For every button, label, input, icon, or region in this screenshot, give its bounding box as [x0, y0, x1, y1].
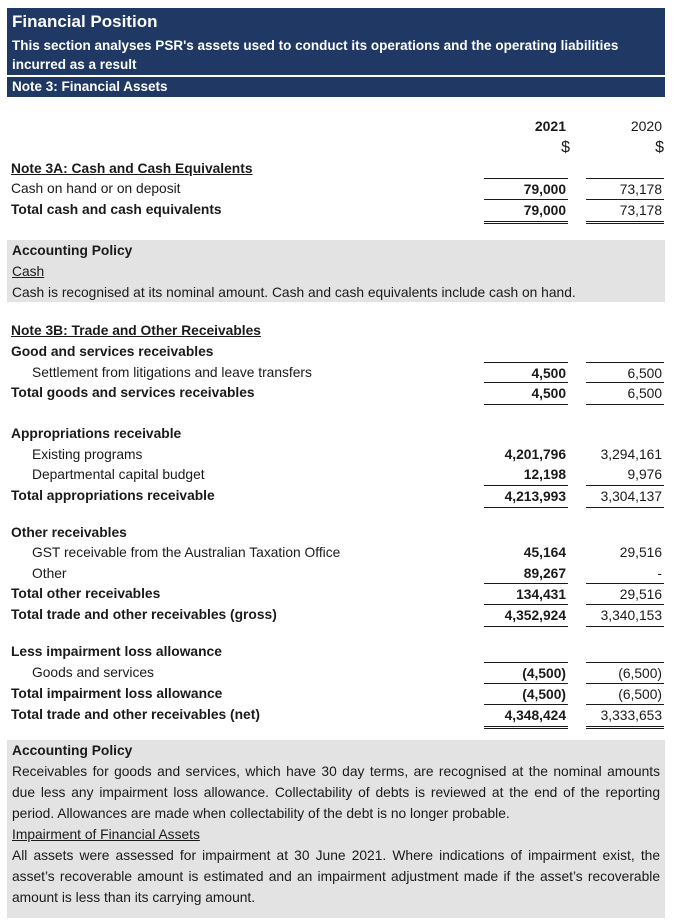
- row-label: Total appropriations receivable: [11, 488, 215, 503]
- note-3b-heading: Note 3B: Trade and Other Receivables: [11, 323, 261, 338]
- value-2021: 45,164: [523, 545, 566, 560]
- appropriations-heading: Appropriations receivable: [11, 426, 182, 441]
- table-row: [0, 542, 680, 563]
- value-2021: (4,500): [484, 662, 568, 684]
- value-2021: 12,198: [523, 467, 566, 482]
- table-row: [0, 362, 680, 383]
- value-2021: 79,000: [484, 199, 568, 224]
- table-row: [0, 563, 680, 584]
- table-row-total: [0, 382, 680, 403]
- table-row: [0, 662, 680, 683]
- unit-2021-header: $: [561, 139, 570, 156]
- value-2020: 6,500: [586, 382, 664, 405]
- accounting-policy-cash: [7, 240, 665, 302]
- value-2021: 89,267: [523, 566, 566, 581]
- value-2021: 4,201,796: [504, 447, 566, 462]
- note-3a-heading-row: [0, 158, 680, 179]
- row-label: Total trade and other receivables (gross): [11, 607, 277, 622]
- value-2021: 4,500: [484, 382, 568, 405]
- appropriations-heading-row: [0, 423, 680, 444]
- value-2021: 4,352,924: [484, 604, 568, 627]
- table-row-total: [0, 485, 680, 506]
- section-subtitle: This section analyses PSR's assets used to conduct its operations and the operating liabilities incurred as a result: [7, 35, 665, 75]
- value-2020: (6,500): [586, 683, 664, 705]
- value-2020: 3,294,161: [600, 447, 662, 462]
- goods-heading-row: [0, 341, 680, 362]
- table-row-total: [0, 683, 680, 704]
- unit-2020-header: $: [655, 139, 664, 156]
- goods-heading: Good and services receivables: [11, 344, 214, 359]
- row-label: GST receivable from the Australian Taxation Office: [32, 545, 341, 560]
- value-2021: 4,348,424: [484, 704, 568, 729]
- note-title: Note 3: Financial Assets: [7, 77, 665, 97]
- policy-text-impairment: All assets were assessed for impairment at 30 June 2021. Where indications of impairment exist, the asset’s recoverable amount is estimated and an impairment adjustment made if the asset’s recoverable amount is less than its carrying amount.: [12, 848, 660, 905]
- table-row: [0, 178, 680, 199]
- row-label: Total other receivables: [11, 586, 161, 601]
- value-2021: (4,500): [484, 683, 568, 705]
- row-label: Total impairment loss allowance: [11, 686, 223, 701]
- row-label: Settlement from litigations and leave transfers: [32, 365, 312, 380]
- row-label: Other: [32, 566, 67, 581]
- impairment-heading: Less impairment loss allowance: [11, 644, 222, 659]
- table-row: [0, 444, 680, 465]
- note-3a-heading: Note 3A: Cash and Cash Equivalents: [11, 161, 253, 176]
- table-row: [0, 464, 680, 485]
- value-2020: -: [657, 566, 662, 581]
- other-heading: Other receivables: [11, 525, 127, 540]
- row-label: Total cash and cash equivalents: [11, 202, 222, 217]
- value-2020: 29,516: [619, 545, 662, 560]
- value-2020: 73,178: [586, 199, 664, 224]
- value-2020: 3,333,653: [586, 704, 664, 729]
- note-3b-heading-row: [0, 320, 680, 341]
- section-title: Financial Position: [7, 8, 665, 35]
- other-heading-row: [0, 522, 680, 543]
- impairment-heading-row: [0, 641, 680, 662]
- value-2021: 4,500: [484, 362, 568, 384]
- value-2021: 134,431: [484, 583, 568, 605]
- value-2020: 9,976: [627, 467, 662, 482]
- policy-subheading: Cash: [12, 264, 45, 279]
- value-2021: 4,213,993: [484, 485, 568, 508]
- table-row-total: [0, 604, 680, 625]
- value-2020: 3,340,153: [586, 604, 664, 627]
- policy-text: Cash is recognised at its nominal amount. Cash and cash equivalents include cash on hand.: [12, 285, 576, 300]
- table-row-total: [0, 199, 680, 220]
- value-2020: (6,500): [586, 662, 664, 684]
- row-label: Total trade and other receivables (net): [11, 707, 260, 722]
- value-2020: 3,304,137: [586, 485, 664, 508]
- year-2020-header: 2020: [630, 118, 662, 134]
- row-label: Departmental capital budget: [32, 467, 205, 482]
- value-2021: 79,000: [484, 178, 568, 200]
- value-2020: 29,516: [586, 583, 664, 605]
- policy-heading: Accounting Policy: [12, 743, 133, 758]
- policy-heading: Accounting Policy: [12, 243, 133, 258]
- row-label: Cash on hand or on deposit: [11, 181, 181, 196]
- value-2020: 73,178: [586, 178, 664, 200]
- table-row-total: [0, 704, 680, 725]
- row-label: Total goods and services receivables: [11, 385, 255, 400]
- table-row-total: [0, 583, 680, 604]
- row-label: Existing programs: [32, 447, 143, 462]
- policy-text: Receivables for goods and services, which have 30 day terms, are recognised at the nominal amounts due less any impairment loss allowance. Collectability of debts is reviewed at the end of the reporting period. Allowances are made when collectability of the debt is no longer probable.: [12, 764, 660, 821]
- accounting-policy-receivables: [7, 740, 665, 918]
- year-2021-header: 2021: [534, 118, 566, 134]
- policy-subheading: Impairment of Financial Assets: [12, 827, 200, 842]
- value-2020: 6,500: [586, 362, 664, 384]
- row-label: Goods and services: [32, 665, 154, 680]
